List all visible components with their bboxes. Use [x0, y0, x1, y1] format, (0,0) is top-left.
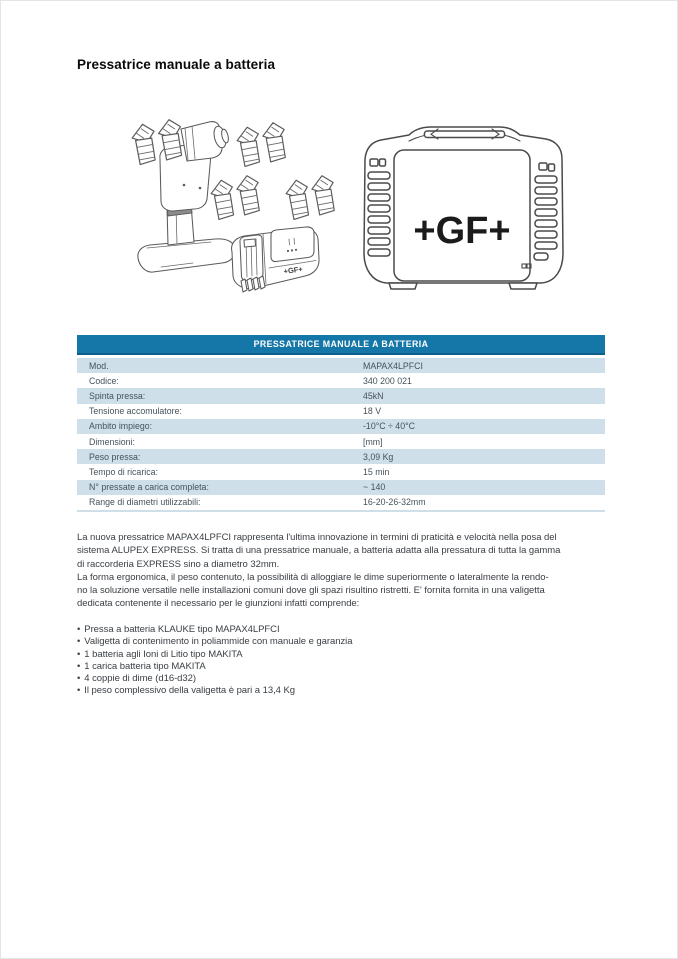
description-paragraph [77, 531, 560, 611]
row-value: -10°C ÷ 40°C [363, 421, 415, 432]
spec-table-header: PRESSATRICE MANUALE A BATTERIA [77, 335, 605, 355]
bullet-marker: • [77, 685, 81, 697]
list-item-text: 4 coppie di dime (d16-d32) [84, 673, 196, 685]
row-label: Tempo di ricarica: [89, 466, 158, 477]
bullet-marker: • [77, 673, 81, 685]
product-illustration [86, 109, 586, 309]
description-line: no la soluzione versatile nelle installazioni comuni dove gli spazi risultino ristretti. E' fornita fornita in una valigetta [77, 585, 545, 597]
die-pair-left-drawing [211, 176, 259, 220]
row-label: Dimensioni: [89, 436, 135, 447]
table-row [77, 419, 605, 434]
battery-charger-drawing [232, 227, 319, 292]
description-line: sistema ALUPEX EXPRESS. Si tratta di una pressatrice manuale, a batteria adatta alla pressatura di tutta la gamma [77, 545, 561, 557]
list-item [77, 661, 352, 673]
row-label: Mod. [89, 360, 109, 371]
row-label: Range di diametri utilizzabili: [89, 497, 201, 508]
row-value: 16-20-26-32mm [363, 497, 426, 508]
contents-bullet-list [77, 624, 352, 698]
bullet-marker: • [77, 624, 81, 635]
row-value: 15 min [363, 466, 390, 477]
carrying-case-drawing [364, 127, 563, 289]
list-item-text: 1 carica batteria tipo MAKITA [84, 660, 206, 672]
table-row [77, 373, 605, 388]
description-line: di raccorderia EXPRESS sino a diametro 32mm. [77, 558, 280, 570]
table-row [77, 464, 605, 479]
table-row [77, 404, 605, 419]
list-item-text: Valigetta di contenimento in poliammide con manuale e garanzia [84, 636, 353, 648]
description-line: dedicata contenente il necessario per le giunzioni infatti comprende: [77, 598, 360, 610]
table-row [77, 434, 605, 449]
description-line: La nuova pressatrice MAPAX4LPFCI rappresenta l'ultima innovazione in termini di praticità e velocità nella posa del [77, 532, 557, 543]
row-value: MAPAX4LPFCI [363, 360, 423, 371]
table-row [77, 388, 605, 403]
description-line: La forma ergonomica, il peso contenuto, la possibilità di alloggiare le dime superiormente o lateralmente la rendo- [77, 571, 549, 583]
row-value: 18 V [363, 406, 382, 417]
table-row [77, 358, 605, 373]
list-item [77, 649, 352, 661]
table-row [77, 449, 605, 464]
list-item [77, 624, 352, 636]
press-jaws-on-tool [132, 120, 181, 165]
page-title: Pressatrice manuale a batteria [77, 57, 276, 72]
spec-table-rows [77, 358, 605, 512]
bullet-marker: • [77, 648, 81, 660]
list-item-text: Pressa a batteria KLAUKE tipo MAPAX4LPFCI [84, 624, 280, 635]
bullet-marker: • [77, 636, 81, 648]
list-item [77, 685, 352, 697]
spec-table [77, 335, 605, 512]
list-item-text: Il peso complessivo della valigetta è pari a 13,4 Kg [84, 685, 296, 697]
list-item [77, 636, 352, 648]
row-value: 3,09 Kg [363, 451, 394, 462]
row-value: [mm] [363, 436, 383, 447]
charger-gf-logo: +GF+ [283, 264, 304, 276]
list-item-text: 1 batteria agli Ioni di Litio tipo MAKITA [84, 648, 243, 660]
die-pair-top-drawing [237, 123, 285, 167]
row-value: 340 200 021 [363, 375, 412, 386]
row-label: Codice: [89, 375, 119, 386]
row-label: N° pressate a carica completa: [89, 482, 209, 493]
row-value: 45kN [363, 390, 384, 401]
row-label: Peso pressa: [89, 451, 141, 462]
case-gf-logo: +GF+ [413, 210, 511, 252]
row-label: Tensione accomulatore: [89, 406, 182, 417]
row-value: ~ 140 [363, 482, 386, 493]
row-label: Ambito impiego: [89, 421, 153, 432]
table-row [77, 495, 605, 510]
row-label: Spinta pressa: [89, 390, 146, 401]
product-illustration-svg [86, 109, 586, 309]
table-row [77, 480, 605, 495]
bullet-marker: • [77, 660, 81, 672]
die-pair-right-drawing [286, 176, 334, 220]
list-item [77, 673, 352, 685]
